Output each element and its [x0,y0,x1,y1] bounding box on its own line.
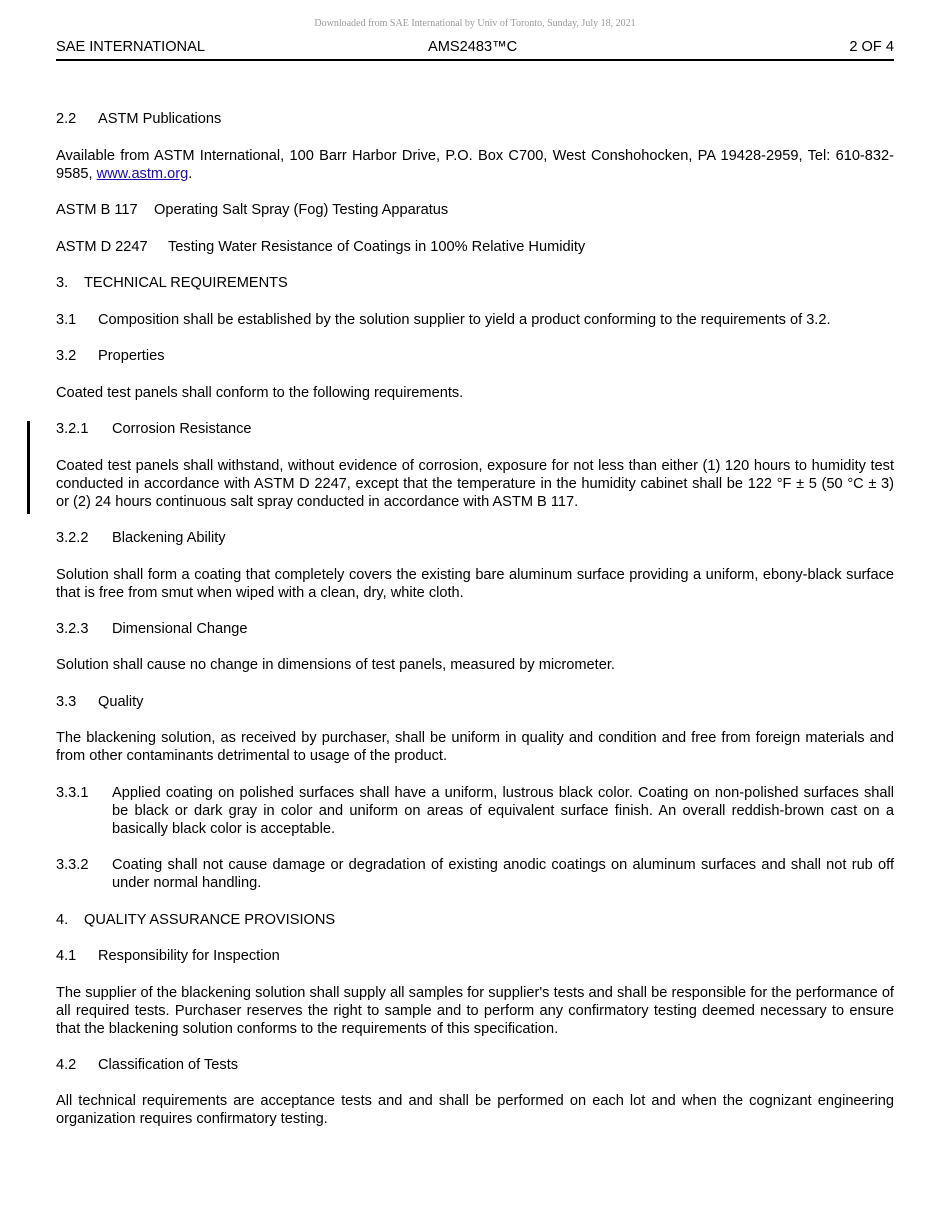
section-number: 2.2 [56,111,77,127]
section-title: Properties [98,348,165,364]
section-3-3-heading [56,693,894,711]
reference-code: ASTM D 2247 [56,239,148,255]
header-page-number: 2 OF 4 [849,39,894,55]
section-title: Responsibility for Inspection [98,948,280,964]
section-3-1 [56,311,894,329]
section-number: 3.1 [56,312,77,328]
section-title: Corrosion Resistance [112,421,252,437]
header-publisher: SAE INTERNATIONAL [56,39,205,55]
section-3-2-3-body: Solution shall cause no change in dimensions of test panels, measured by micrometer. [56,657,615,673]
reference-title: Operating Salt Spray (Fog) Testing Apparatus [154,202,449,218]
section-number: 3.2 [56,348,77,364]
availability-end: . [188,166,193,182]
section-number: 4.1 [56,948,77,964]
section-3-3-1 [56,784,894,838]
section-3-2-body: Coated test panels shall conform to the following requirements. [56,385,464,401]
header-rule [56,59,894,61]
section-4-2-body: All technical requirements are acceptance tests and and shall be performed on each lot and when the cognizant engineering organization requires confirmatory testing. [56,1093,894,1127]
section-title: QUALITY ASSURANCE PROVISIONS [84,912,336,928]
section-3-2-1-body: Coated test panels shall withstand, without evidence of corrosion, exposure for not less than either (1) 120 hours to humidity test conducted in accordance with ASTM D 2247, except that the temperature in the humidity cabinet shall be 122 °F ± 5 (50 °C ± 3) or (2) 24 hours continuous salt spray conducted in accordance with ASTM B 117. [56,458,894,510]
section-number: 4.2 [56,1057,77,1073]
section-4-1-heading [56,947,894,965]
section-number: 3.2.3 [56,621,89,637]
section-3-3-2 [56,856,894,892]
section-title: Quality [98,694,144,710]
download-watermark: Downloaded from SAE International by Univ of Toronto, Sunday, July 18, 2021 [314,18,636,29]
section-number: 3.3.1 [56,785,89,801]
section-title: ASTM Publications [98,111,222,127]
revision-change-bar [27,421,30,514]
section-text: Composition shall be established by the solution supplier to yield a product conforming to the requirements of 3.2. [98,312,831,328]
section-4-heading [56,911,894,929]
section-number: 3. [56,275,69,291]
section-text: Coating shall not cause damage or degradation of existing anodic coatings on aluminum surfaces and shall not rub off under normal handling. [112,857,894,891]
reference-astm-b117 [56,201,894,219]
reference-astm-d2247 [56,238,894,256]
reference-title: Testing Water Resistance of Coatings in 100% Relative Humidity [168,239,586,255]
section-2-2-heading [56,110,894,128]
section-3-heading [56,274,894,292]
section-3-2-2-body: Solution shall form a coating that completely covers the existing bare aluminum surface providing a uniform, ebony-black surface that is free from smut when wiped with a clean, dry, white cloth. [56,567,894,601]
section-3-3-body: The blackening solution, as received by purchaser, shall be uniform in quality and condition and free from foreign materials and from other contaminants detrimental to usage of the product. [56,730,894,764]
header-doc-number: AMS2483™C [428,39,518,55]
section-4-2-heading [56,1056,894,1074]
section-3-2-1-heading [56,420,894,438]
astm-website-link[interactable]: www.astm.org [96,166,189,182]
section-title: Dimensional Change [112,621,248,637]
section-number: 3.2.1 [56,421,89,437]
section-title: TECHNICAL REQUIREMENTS [84,275,288,291]
astm-availability-paragraph [56,147,894,183]
section-number: 3.3 [56,694,77,710]
section-3-2-2-heading [56,529,894,547]
section-3-2-3-heading [56,620,894,638]
reference-code: ASTM B 117 [56,202,138,218]
section-text: Applied coating on polished surfaces shall have a uniform, lustrous black color. Coating on non-polished surfaces shall be black or dark gray in color and uniform on areas of equivalent surface finish. An overall reddish-brown cast on a basically black color is acceptable. [112,785,894,837]
section-3-2-heading [56,347,894,365]
section-number: 4. [56,912,69,928]
section-title: Classification of Tests [98,1057,239,1073]
section-number: 3.3.2 [56,857,89,873]
section-number: 3.2.2 [56,530,89,546]
section-4-1-body: The supplier of the blackening solution shall supply all samples for supplier's tests and shall be responsible for the performance of all required tests. Purchaser reserves the right to sample and to perform any confirmatory testing deemed necessary to ensure that the blackening solution conforms to the requirements of this specification. [56,985,894,1037]
availability-text: Available from ASTM International, 100 Barr Harbor Drive, P.O. Box C700, West Conshohocken, PA 19428-2959, Tel: 610-832-9585, [56,148,894,182]
section-title: Blackening Ability [112,530,226,546]
